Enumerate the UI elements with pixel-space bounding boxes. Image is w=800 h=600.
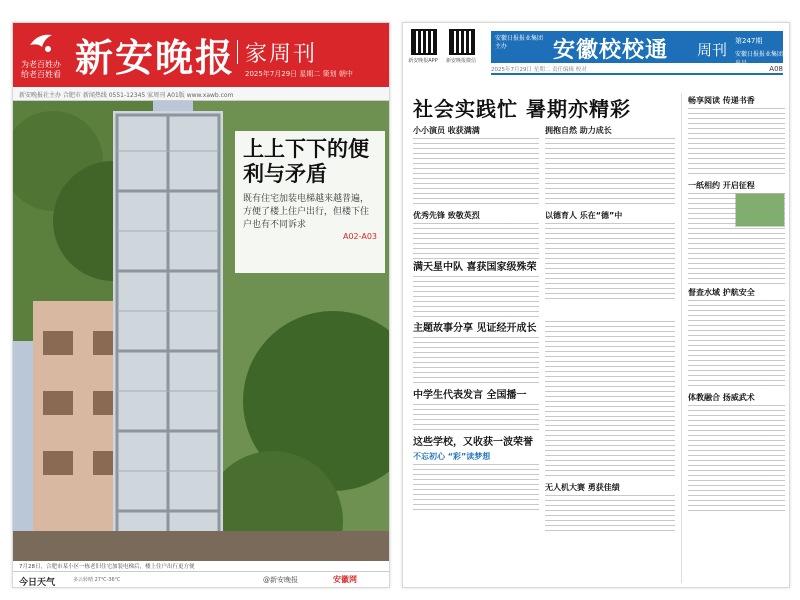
body-text	[545, 495, 675, 535]
page-number: A08	[769, 65, 783, 73]
body-text	[413, 223, 539, 259]
body-text	[545, 321, 675, 417]
cover-subheadline: 既有住宅加装电梯越来越普遍，方便了楼上住户出行，但楼下住户也有不同诉求	[243, 194, 370, 230]
issue-line: 2025年7月29日 星期二 策划 朝中	[245, 70, 353, 78]
masthead-right	[403, 23, 789, 89]
qr-code-icon[interactable]	[411, 29, 437, 55]
body-text	[413, 276, 539, 320]
subhead[interactable]: 主题故事分享 见证经开成长	[413, 323, 537, 334]
cover-headline: 上上下下的便利与矛盾	[243, 137, 369, 186]
sidebar-heading[interactable]: 督查水域 护航安全	[688, 288, 755, 297]
main-headline[interactable]: 社会实践忙 暑期亦精彩	[413, 97, 631, 121]
subhead[interactable]: 中学生代表发言 全国播一	[413, 390, 527, 401]
subhead[interactable]: 不忘初心 “彩”读梦想	[413, 452, 491, 461]
masthead	[13, 23, 389, 87]
subhead[interactable]: 小小演员 收获满满	[413, 126, 480, 135]
qr-code-icon[interactable]	[449, 29, 475, 55]
paper-name: 新安晚报	[75, 35, 236, 80]
newspaper-inside-page[interactable]	[402, 22, 790, 588]
body-text	[413, 337, 539, 387]
sidebar-heading[interactable]: 体教融合 扬威武术	[688, 393, 755, 402]
body-text	[688, 300, 785, 390]
sidebar	[681, 93, 785, 583]
issue-number: 第247期	[735, 37, 763, 45]
body-text	[413, 464, 539, 514]
article-column-1	[413, 123, 539, 583]
tagline-1: 为老百姓办	[21, 60, 61, 69]
body-text	[545, 223, 675, 303]
column-banner	[491, 31, 784, 67]
weibo-link[interactable]: @新安晚报	[263, 576, 298, 584]
body-text	[545, 420, 675, 480]
body-text	[688, 108, 785, 178]
body-text	[688, 405, 785, 515]
photo-caption: 7月28日，合肥市某小区一栋老旧住宅加装电梯后，楼上住户出行更方便	[13, 561, 389, 571]
page-reference: A02-A03	[342, 232, 377, 241]
body-text	[413, 138, 539, 208]
app-link[interactable]: 安徽网	[333, 575, 357, 584]
subhead[interactable]: 以德育人 乐在“德”中	[545, 211, 623, 220]
section-title: 家周刊	[245, 37, 317, 68]
subhead[interactable]: 拥抱自然 助力成长	[545, 126, 612, 135]
subhead[interactable]: 无人机大赛 勇获佳绩	[545, 483, 620, 492]
banner-week: 周刊	[697, 41, 728, 59]
subhead[interactable]: 这些学校，又收获一波荣誉	[413, 437, 533, 448]
weather-text: 多云转晴 27℃-36℃	[73, 577, 121, 583]
date-line: 2025年7月29日 星期二 责任编辑 校对	[491, 65, 783, 75]
body-text	[545, 138, 675, 208]
qr-label-1: 新安晚报APP	[408, 58, 438, 64]
body-text	[413, 404, 539, 434]
paper-logo	[19, 29, 63, 81]
newspaper-front-page[interactable]	[12, 22, 390, 588]
footer	[13, 571, 389, 588]
tagline-2: 给老百姓看	[21, 70, 61, 79]
body-text	[688, 193, 785, 285]
article-column-2	[545, 123, 675, 583]
subhead[interactable]: 优秀先锋 致敬英烈	[413, 211, 480, 220]
banner-title: 安徽校校通	[553, 38, 669, 63]
sidebar-heading[interactable]: 一纸相约 开启征程	[688, 181, 755, 190]
banner-sub: 安徽日报报业集团出品	[735, 51, 784, 67]
weather-title: 今日天气	[19, 578, 56, 588]
swallow-logo-icon	[28, 29, 54, 55]
cover-headline-box[interactable]	[235, 131, 385, 273]
subhead[interactable]: 满天星中队 喜获国家级殊荣	[413, 262, 537, 273]
organizer: 安徽日报报业集团 主办	[495, 35, 544, 50]
masthead-ribbon: 新安晚报社主办 合肥市 新闻热线 0551-12345 家周刊 A01版 www.xawb.com	[13, 87, 389, 101]
sidebar-heading[interactable]: 畅享阅读 传递书香	[688, 96, 755, 105]
qr-label-2: 新安晚报微信	[445, 58, 476, 64]
